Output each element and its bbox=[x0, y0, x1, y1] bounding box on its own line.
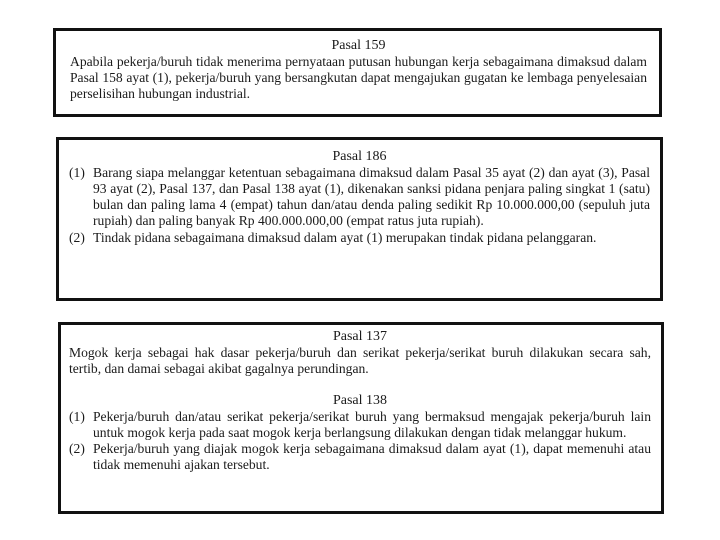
pasal-186-ayat-2 bbox=[69, 230, 650, 246]
ayat-number: (1) bbox=[69, 165, 85, 180]
pasal-138-ayat-2 bbox=[69, 441, 651, 473]
pasal-137-title: Pasal 137 bbox=[332, 329, 388, 344]
ayat-text: Barang siapa melanggar ketentuan sebagaimana dimaksud dalam Pasal 35 ayat (2) dan ayat (3), Pasal 93 ayat (2), Pasal 137, dan Pasal 138 ayat (1), dikenakan sanksi pidana penjara paling singkat 1 (satu) bulan dan paling lama 4 (empat) tahun dan/atau denda paling sedikit Rp 10.000.000,00 (sepuluh juta rupiah) dan paling banyak Rp 400.000.000,00 (empat ratus juta rupiah). bbox=[93, 165, 650, 228]
pasal-138-list bbox=[69, 409, 651, 473]
ayat-text: Tindak pidana sebagaimana dimaksud dalam ayat (1) merupakan tindak pidana pelanggaran. bbox=[93, 230, 597, 245]
section-gap bbox=[69, 377, 651, 393]
pasal-186-list bbox=[69, 165, 650, 246]
pasal-159-text: Apabila pekerja/buruh tidak menerima pernyataan putusan hubungan kerja sebagaimana dimaksud dalam Pasal 158 ayat (1), pekerja/buruh yang bersangkutan dapat mengajukan gugatan ke lembaga penyelesaian perselisihan hubungan industrial. bbox=[70, 54, 647, 101]
ayat-number: (1) bbox=[69, 409, 85, 424]
ayat-text: Pekerja/buruh yang diajak mogok kerja sebagaimana dimaksud dalam ayat (1), dapat memenuhi atau tidak memenuhi ajakan tersebut. bbox=[93, 441, 651, 472]
pasal-138-ayat-1 bbox=[69, 409, 651, 441]
ayat-text: Pekerja/buruh dan/atau serikat pekerja/serikat buruh yang bermaksud mengajak pekerja/buruh lain untuk mogok kerja pada saat mogok kerja berlangsung dilakukan dengan tidak melanggar hukum. bbox=[93, 409, 651, 440]
ayat-number: (2) bbox=[69, 230, 85, 245]
pasal-137-text: Mogok kerja sebagai hak dasar pekerja/buruh dan serikat pekerja/serikat buruh dilakukan secara sah, tertib, dan damai sebagai akibat gagalnya perundingan. bbox=[69, 345, 651, 376]
ayat-number: (2) bbox=[69, 441, 85, 456]
pasal-137-138-box bbox=[58, 322, 664, 514]
pasal-186-box bbox=[56, 137, 663, 301]
pasal-186-title: Pasal 186 bbox=[332, 149, 387, 164]
pasal-159-title: Pasal 159 bbox=[331, 38, 386, 53]
pasal-159-box bbox=[53, 28, 662, 117]
pasal-186-ayat-1 bbox=[69, 165, 650, 229]
pasal-138-title: Pasal 138 bbox=[332, 393, 388, 408]
